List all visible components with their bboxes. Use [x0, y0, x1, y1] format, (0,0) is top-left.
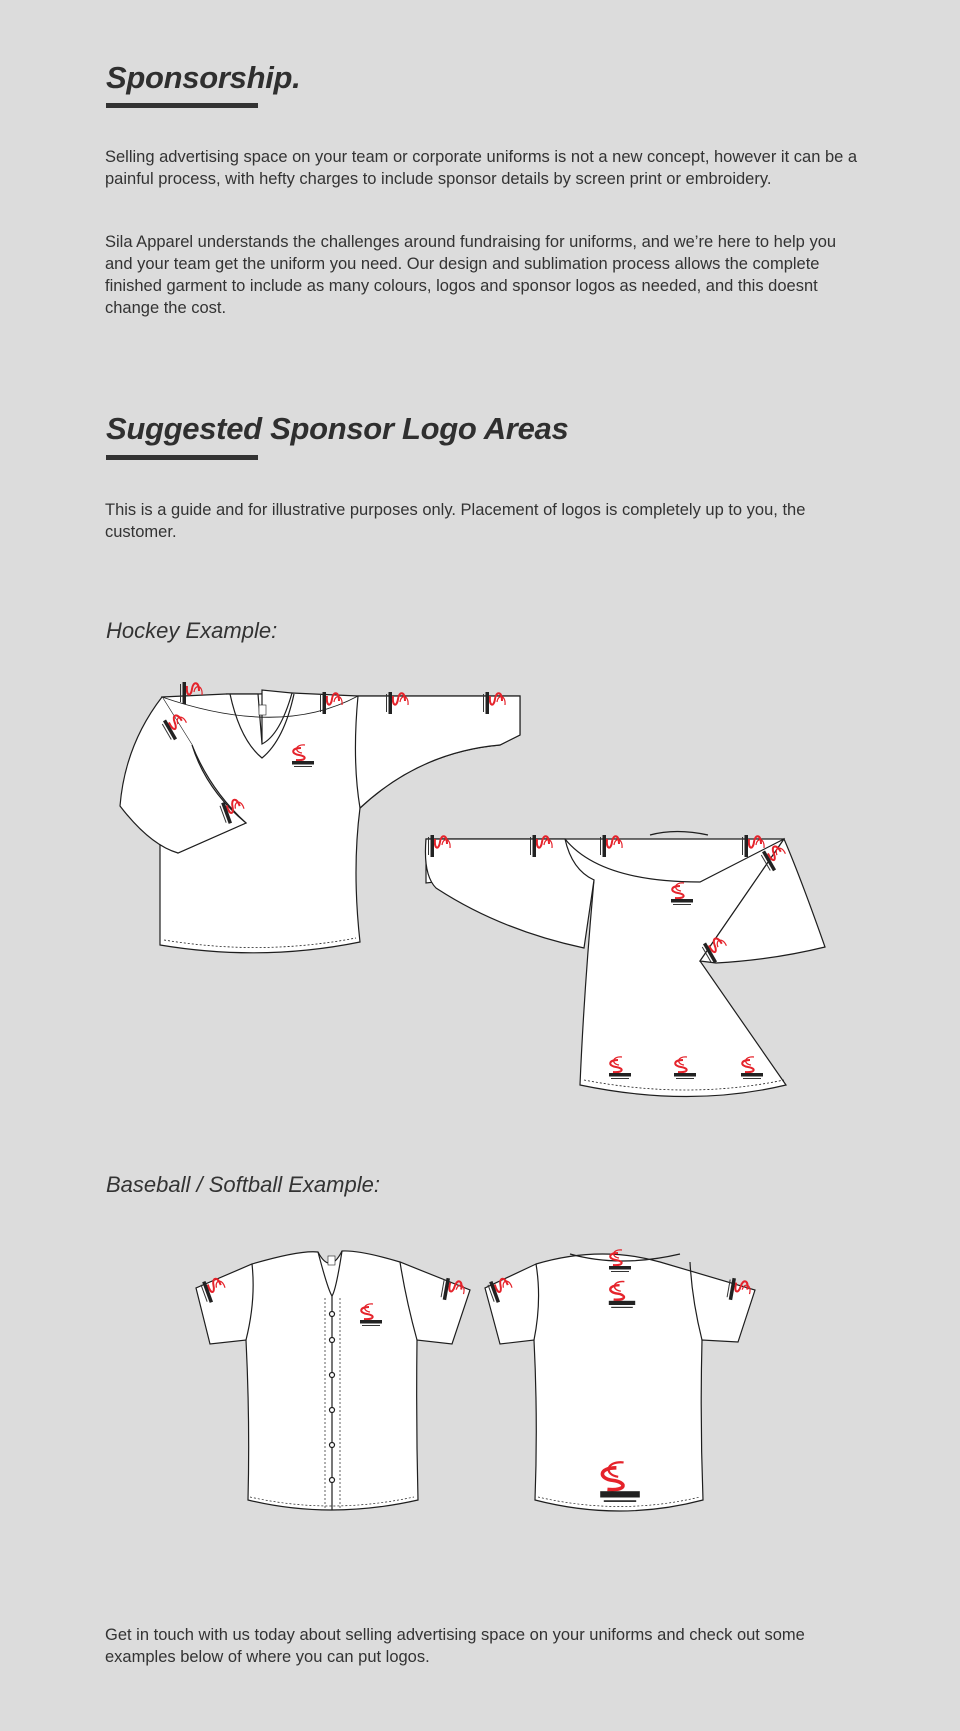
baseball-example-label: Baseball / Softball Example: — [106, 1172, 380, 1197]
hockey-jersey-back — [425, 832, 825, 1097]
sponsorship-paragraph-1: Selling advertising space on your team or corporate uniforms is not a new concept, however it can be a painful process, with hefty charges to include sponsor details by screen print or embroidery. — [105, 148, 858, 188]
sponsorship-title: Sponsorship. — [106, 60, 301, 95]
hockey-jersey-front — [120, 690, 520, 953]
baseball-jersey-back — [485, 1254, 755, 1511]
sponsorship-paragraph-2: Sila Apparel understands the challenges around fundraising for uniforms, and we’re here to help you and your team get the uniform you need. Our design and sublimation process allows the complete finished garment to include as many colours, logos and sponsor logos as needed, and this doesnt change the cost. — [105, 233, 837, 317]
logo-areas-intro: This is a guide and for illustrative purposes only. Placement of logos is completely up to you, the customer. — [105, 501, 806, 541]
baseball-jersey-front — [196, 1251, 470, 1510]
hockey-example-label: Hockey Example: — [106, 618, 278, 643]
logo-areas-title: Suggested Sponsor Logo Areas — [106, 411, 569, 446]
footer-text: Get in touch with us today about selling advertising space on your uniforms and check out some examples below of where you can put logos. — [105, 1626, 805, 1666]
